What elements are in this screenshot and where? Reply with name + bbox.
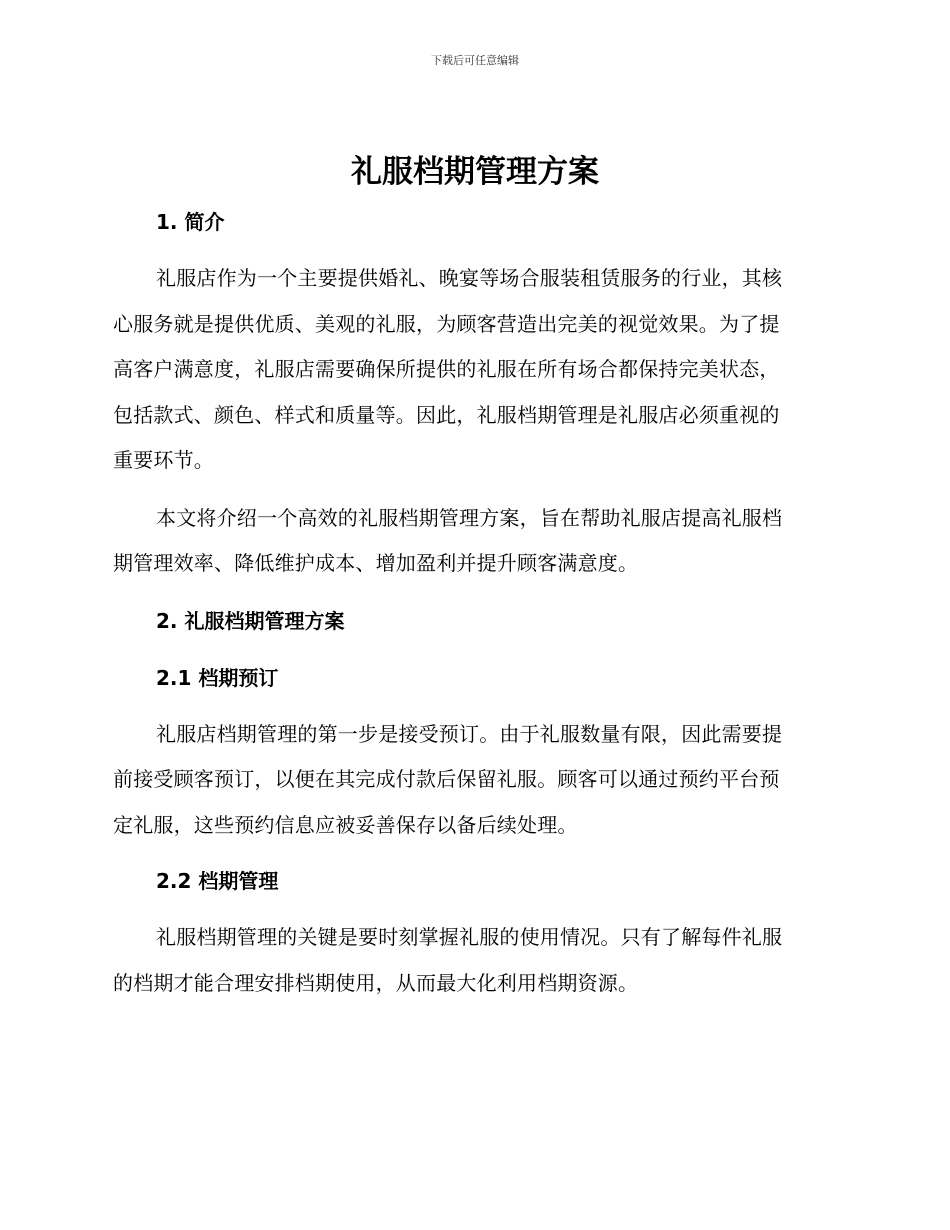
page-header-note: 下载后可任意编辑	[431, 54, 519, 67]
paragraph-line: 心服务就是提供优质、美观的礼服，为顾客营造出完美的视觉效果。为了提	[113, 311, 780, 336]
paragraph-management	[113, 915, 833, 1006]
paragraph-booking	[113, 712, 833, 849]
paragraph-line: 礼服店档期管理的第一步是接受预订。由于礼服数量有限，因此需要提	[156, 721, 783, 746]
subsection-heading-management: 2.2 档期管理	[156, 869, 279, 893]
document-title: 礼服档期管理方案	[351, 154, 599, 190]
paragraph-line: 期管理效率、降低维护成本、增加盈利并提升顾客满意度。	[113, 551, 639, 575]
paragraph-intro-2	[113, 496, 833, 587]
section-heading-plan: 2. 礼服档期管理方案	[156, 608, 345, 633]
subsection-heading-booking: 2.1 档期预订	[156, 665, 279, 690]
paragraph-line: 本文将介绍一个高效的礼服档期管理方案，旨在帮助礼服店提高礼服档	[156, 505, 783, 530]
paragraph-line: 前接受顾客预订，以便在其完成付款后保留礼服。顾客可以通过预约平台预	[113, 767, 780, 791]
section-heading-intro: 1. 简介	[156, 210, 225, 234]
paragraph-line: 定礼服，这些预约信息应被妥善保存以备后续处理。	[113, 812, 578, 837]
paragraph-line: 的档期才能合理安排档期使用，从而最大化利用档期资源。	[113, 970, 639, 995]
paragraph-line: 礼服档期管理的关键是要时刻掌握礼服的使用情况。只有了解每件礼服	[156, 925, 783, 949]
paragraph-line: 重要环节。	[113, 448, 214, 472]
paragraph-intro-1	[113, 256, 833, 484]
document-body	[113, 200, 833, 1006]
paragraph-line: 高客户满意度，礼服店需要确保所提供的礼服在所有场合都保持完美状态，	[113, 357, 780, 381]
paragraph-line: 礼服店作为一个主要提供婚礼、晚宴等场合服装租赁服务的行业，其核	[156, 266, 783, 290]
paragraph-line: 包括款式、颜色、样式和质量等。因此，礼服档期管理是礼服店必须重视的	[113, 402, 780, 427]
